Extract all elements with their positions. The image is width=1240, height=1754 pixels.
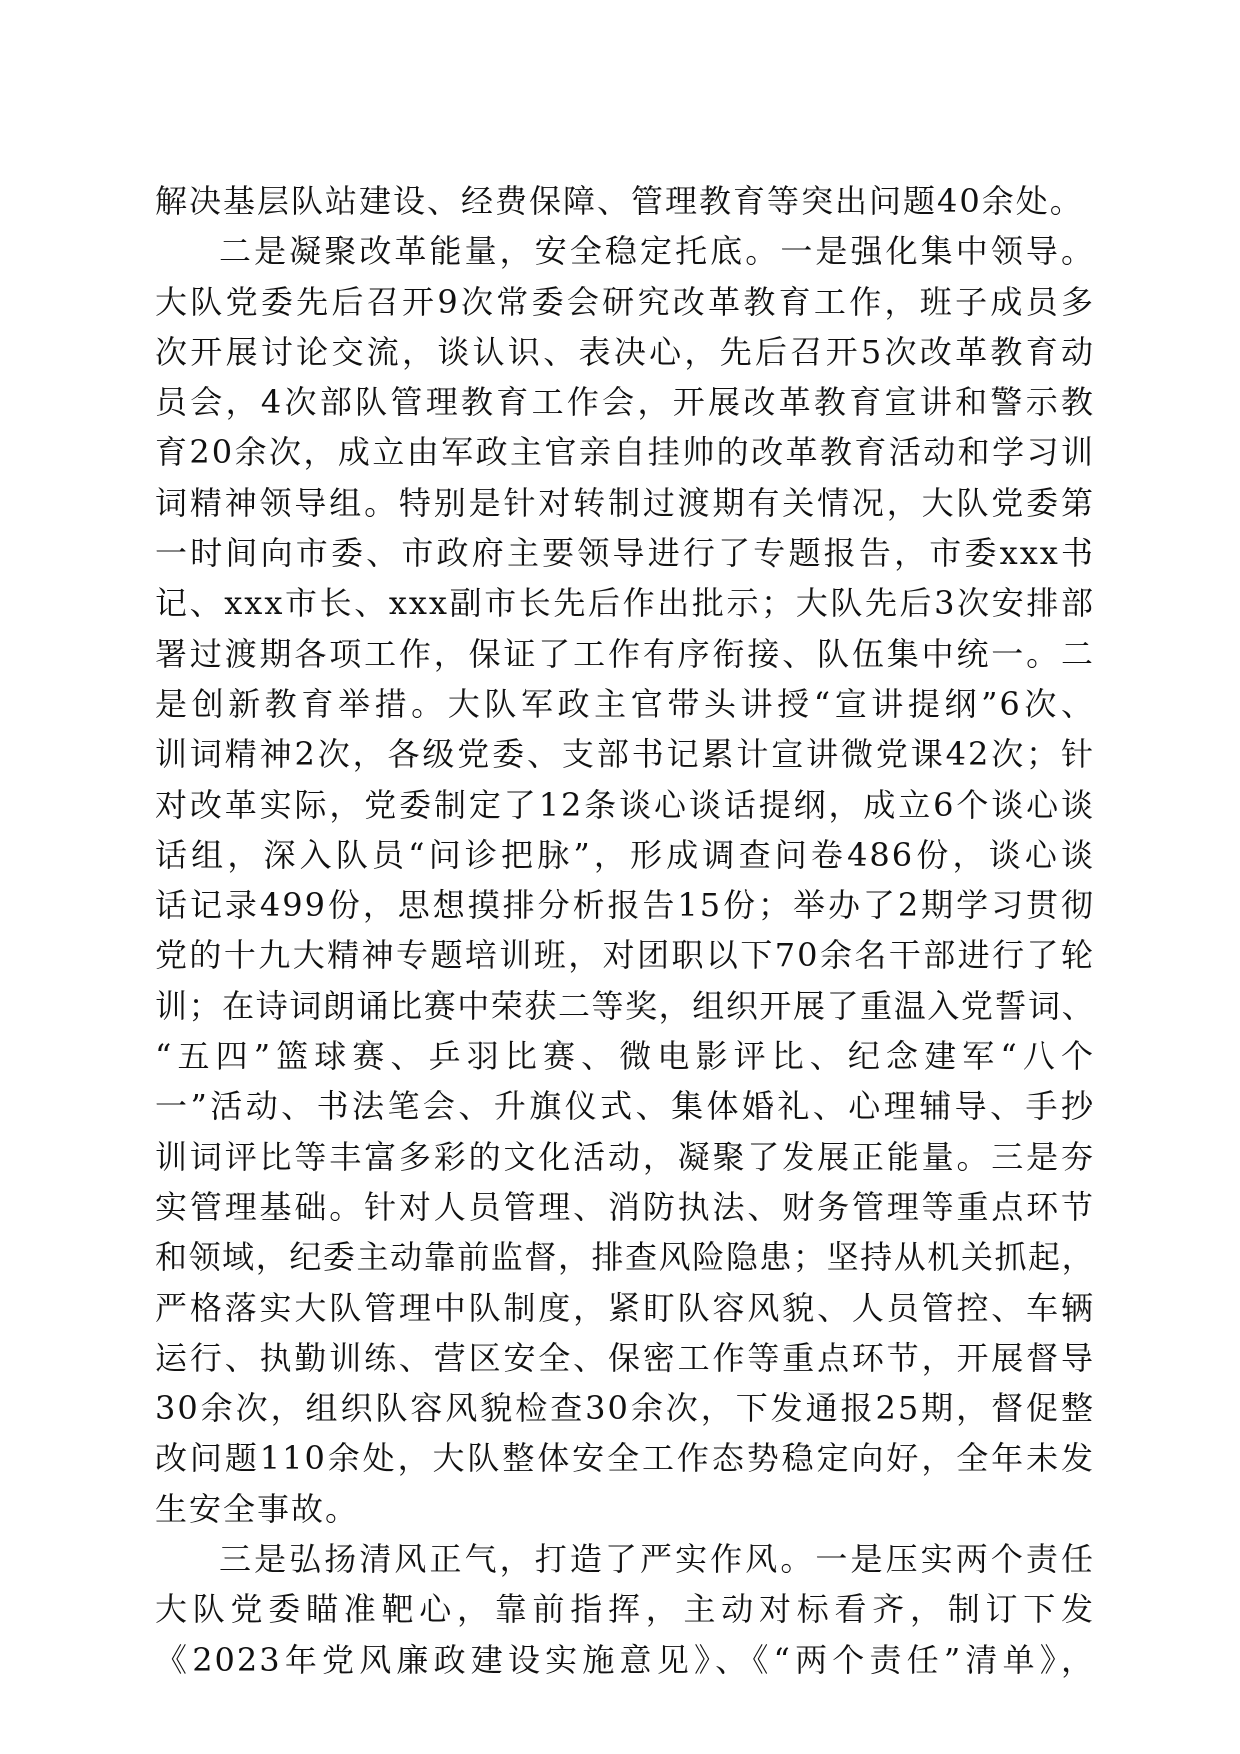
text-line-23: 严格落实大队管理中队制度，紧盯队容风貌、人员管控、车辆	[155, 1288, 1095, 1327]
text-line-8: 一时间向市委、市政府主要领导进行了专题报告，市委xxx书	[155, 534, 1095, 573]
text-line-16: 党的十九大精神专题培训班，对团职以下70余名干部进行了轮	[155, 936, 1095, 975]
text-line-3: 大队党委先后召开9次常委会研究改革教育工作，班子成员多	[155, 282, 1095, 321]
text-line-11: 是创新教育举措。大队军政主官带头讲授“宣讲提纲”6次、	[155, 684, 1095, 723]
text-line-24: 运行、执勤训练、营区安全、保密工作等重点环节，开展督导	[155, 1338, 1095, 1377]
text-line-9: 记、xxx市长、xxx副市长先后作出批示；大队先后3次安排部	[155, 584, 1095, 623]
text-line-12: 训词精神2次，各级党委、支部书记累计宣讲微党课42次；针	[155, 735, 1095, 774]
text-line-28: 三是弘扬清风正气，打造了严实作风。一是压实两个责任	[219, 1540, 1095, 1579]
text-line-18: “五四”篮球赛、乒羽比赛、微电影评比、纪念建军“八个	[155, 1037, 1095, 1076]
text-line-22: 和领域，纪委主动靠前监督，排查风险隐患；坚持从机关抓起，	[155, 1238, 1095, 1277]
text-line-2: 二是凝聚改革能量，安全稳定托底。一是强化集中领导。	[219, 232, 1095, 271]
text-line-4: 次开展讨论交流，谈认识、表决心，先后召开5次改革教育动	[155, 332, 1095, 371]
text-line-26: 改问题110余处，大队整体安全工作态势稳定向好，全年未发	[155, 1439, 1095, 1478]
text-line-29: 大队党委瞄准靶心，靠前指挥，主动对标看齐，制订下发	[155, 1590, 1095, 1629]
body-text	[155, 176, 1095, 1685]
text-line-7: 词精神领导组。特别是针对转制过渡期有关情况，大队党委第	[155, 483, 1095, 522]
text-line-27: 生安全事故。	[155, 1489, 360, 1528]
text-line-15: 话记录499份，思想摸排分析报告15份；举办了2期学习贯彻	[155, 886, 1095, 925]
text-line-25: 30余次，组织队容风貌检查30余次，下发通报25期，督促整	[155, 1389, 1095, 1428]
text-line-19: 一”活动、书法笔会、升旗仪式、集体婚礼、心理辅导、手抄	[155, 1087, 1095, 1126]
text-line-14: 话组，深入队员“问诊把脉”，形成调查问卷486份，谈心谈	[155, 835, 1095, 874]
text-line-1: 解决基层队站建设、经费保障、管理教育等突出问题40余处。	[155, 182, 1084, 220]
text-line-21: 实管理基础。针对人员管理、消防执法、财务管理等重点环节	[155, 1187, 1095, 1226]
text-line-5: 员会，4次部队管理教育工作会，开展改革教育宣讲和警示教	[155, 383, 1095, 422]
text-line-30: 《2023年党风廉政建设实施意见》、《“两个责任”清单》，	[155, 1640, 1095, 1679]
text-line-20: 训词评比等丰富多彩的文化活动，凝聚了发展正能量。三是夯	[155, 1137, 1095, 1176]
text-line-10: 署过渡期各项工作，保证了工作有序衔接、队伍集中统一。二	[155, 634, 1095, 673]
text-line-17: 训；在诗词朗诵比赛中荣获二等奖，组织开展了重温入党誓词、	[155, 986, 1095, 1025]
text-line-13: 对改革实际，党委制定了12条谈心谈话提纲，成立6个谈心谈	[155, 785, 1095, 824]
text-line-6: 育20余次，成立由军政主官亲自挂帅的改革教育活动和学习训	[155, 433, 1095, 472]
